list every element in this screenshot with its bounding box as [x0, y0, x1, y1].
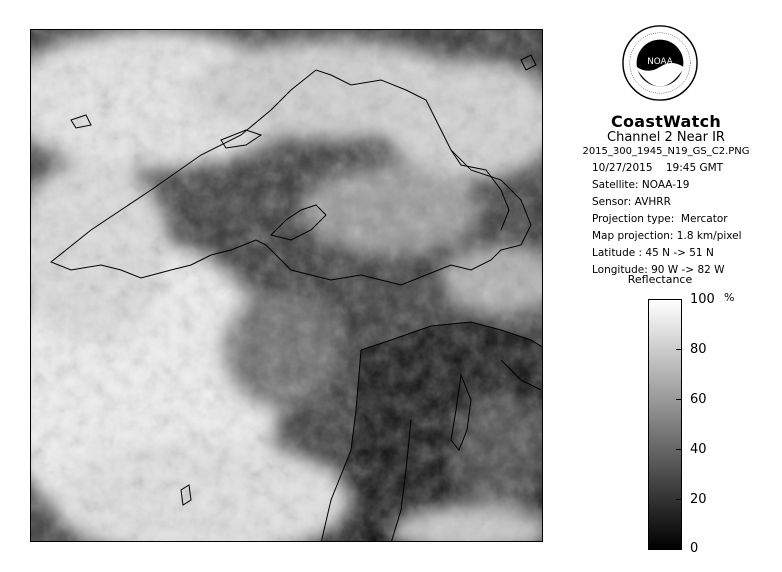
noaa-logo-icon	[621, 24, 699, 102]
longitude-range: Longitude: 90 W -> 82 W	[592, 264, 725, 276]
map-projection-label: Map projection: 1.8 km/pixel	[592, 230, 742, 242]
colorbar-tick-label: 100	[690, 292, 715, 307]
colorbar-tick-label: 80	[690, 342, 707, 357]
channel-label: Channel 2 Near IR	[607, 130, 725, 145]
colorbar-tick	[676, 349, 682, 350]
legend-unit: %	[724, 291, 735, 304]
legend-title: Reflectance	[627, 273, 693, 286]
colorbar-tick-label: 60	[690, 392, 707, 407]
satellite-image	[31, 30, 543, 542]
satellite-image-panel[interactable]	[30, 29, 543, 542]
projection-type-label: Projection type: Mercator	[592, 213, 728, 225]
colorbar-tick-label: 20	[690, 492, 707, 507]
colorbar-tick-label: 0	[690, 541, 699, 556]
image-filename: 2015_300_1945_N19_GS_C2.PNG	[582, 146, 750, 157]
satellite-label: Satellite: NOAA-19	[592, 179, 690, 191]
reflectance-colorbar	[648, 299, 682, 550]
date-time: 10/27/2015 19:45 GMT	[592, 162, 724, 174]
colorbar-tick	[676, 449, 682, 450]
colorbar-tick	[676, 499, 682, 500]
noaa-logo-text: NOAA	[647, 56, 673, 67]
sensor-label: Sensor: AVHRR	[592, 196, 671, 208]
brand-title: CoastWatch	[610, 112, 722, 131]
colorbar-tick	[676, 399, 682, 400]
latitude-range: Latitude : 45 N -> 51 N	[592, 247, 714, 259]
colorbar-tick	[676, 548, 682, 549]
colorbar-tick-label: 40	[690, 442, 707, 457]
colorbar-tick	[676, 299, 682, 300]
